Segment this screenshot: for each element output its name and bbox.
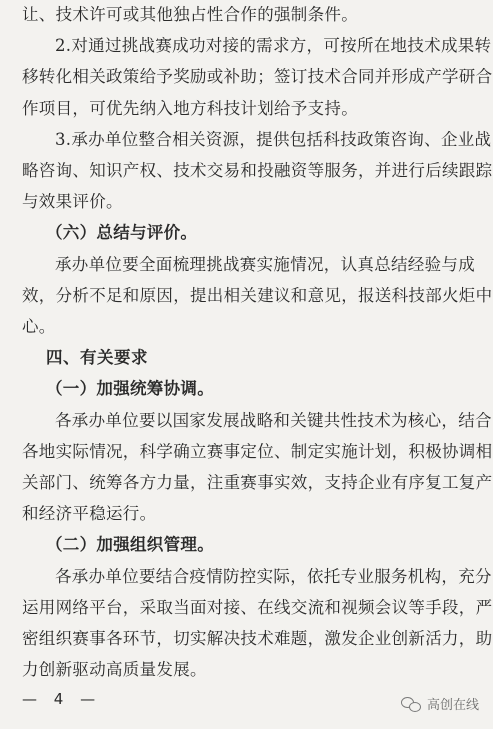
paragraph-line: 力创新驱动高质量发展。 — [22, 660, 207, 680]
section-subheading: （一）加强统筹协调。 — [46, 379, 214, 399]
paragraph-line: 作项目，可优先纳入地方科技计划给予支持。 — [22, 98, 358, 118]
page-number: — 4 — — [22, 690, 102, 708]
paragraph-line: 3.承办单位整合相关资源，提供包括科技政策咨询、企业战 — [55, 129, 492, 149]
paragraph-line: 关部门、统筹各方力量，注重赛事实效，支持企业有序复工复产 — [22, 473, 493, 492]
paragraph-line: 与效果评价。 — [22, 192, 123, 212]
section-subheading: （六）总结与评价。 — [46, 223, 198, 243]
wechat-icon — [401, 696, 421, 712]
watermark — [401, 694, 479, 713]
paragraph-line: 心。 — [22, 317, 56, 336]
paragraph-line: 让、技术许可或其他独占性合作的强制条件。 — [22, 5, 358, 24]
paragraph-line: 效，分析不足和原因，提出相关建议和意见，报送科技部火炬中 — [22, 285, 493, 305]
paragraph-line: 各承办单位要以国家发展战略和关键共性技术为核心，结合 — [55, 410, 492, 430]
paragraph-line: 各地实际情况，科学确立赛事定位、制定实施计划，积极协调相 — [22, 441, 493, 461]
paragraph-line: 略咨询、知识产权、技术交易和投融资等服务，并进行后续跟踪 — [22, 161, 493, 180]
paragraph-line: 承办单位要全面梳理挑战赛实施情况，认真总结经验与成 — [55, 254, 475, 274]
section-subheading: （二）加强组织管理。 — [46, 535, 214, 555]
paragraph-line: 移转化相关政策给予奖励或补助；签订技术合同并形成产学研合 — [22, 67, 493, 87]
paragraph-line: 密组织赛事各环节，切实解决技术难题，激发企业创新活力，助 — [22, 629, 493, 648]
paragraph-line: 各承办单位要结合疫情防控实际，依托专业服务机构，充分 — [55, 566, 492, 586]
watermark-label: 高创在线 — [426, 698, 479, 713]
paragraph-line: 运用网络平台，采取当面对接、在线交流和视频会议等手段，严 — [22, 597, 493, 617]
paragraph-line: 2.对通过挑战赛成功对接的需求方，可按所在地技术成果转 — [55, 36, 492, 56]
section-heading: 四、有关要求 — [46, 348, 148, 368]
paragraph-line: 和经济平稳运行。 — [22, 504, 157, 524]
